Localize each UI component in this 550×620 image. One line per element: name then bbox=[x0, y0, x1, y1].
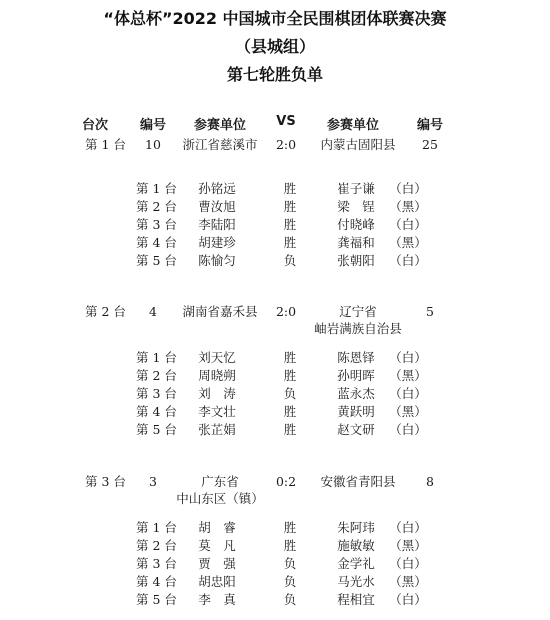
player2-name: 黄跃明 bbox=[337, 404, 375, 419]
board-number: 第 5 台 bbox=[136, 253, 177, 268]
team1-name: 中山东区（镇） bbox=[176, 491, 264, 506]
game-result: 负 bbox=[283, 253, 297, 268]
game-result: 胜 bbox=[283, 181, 297, 196]
team2-name: 岫岩满族自治县 bbox=[314, 321, 402, 336]
player2-name: 张朝阳 bbox=[337, 253, 375, 268]
board-number: 第 5 台 bbox=[136, 422, 177, 437]
game-result: 胜 bbox=[283, 350, 297, 365]
stone-color: （黑） bbox=[389, 199, 427, 214]
player1-name: 曹汝旭 bbox=[198, 199, 236, 214]
player2-name: 朱阿玮 bbox=[337, 520, 375, 535]
board-number: 第 2 台 bbox=[136, 199, 177, 214]
stone-color: （白） bbox=[389, 592, 427, 607]
player1-name: 张芷娟 bbox=[198, 422, 236, 437]
player1-name: 贾 强 bbox=[198, 556, 236, 571]
player1-name: 刘天忆 bbox=[198, 350, 236, 365]
team1-number: 3 bbox=[149, 474, 157, 489]
player2-name: 龚福和 bbox=[337, 235, 375, 250]
stone-color: （白） bbox=[389, 520, 427, 535]
game-result: 负 bbox=[283, 574, 297, 589]
board-number: 第 2 台 bbox=[136, 538, 177, 553]
stone-color: （白） bbox=[389, 386, 427, 401]
team1-name: 湖南省嘉禾县 bbox=[182, 304, 258, 319]
game-result: 胜 bbox=[283, 217, 297, 232]
match-table: 第 2 台 bbox=[85, 304, 126, 319]
stone-color: （黑） bbox=[389, 404, 427, 419]
stone-color: （白） bbox=[389, 556, 427, 571]
stone-color: （白） bbox=[389, 217, 427, 232]
player2-name: 陈恩铎 bbox=[337, 350, 375, 365]
game-result: 胜 bbox=[283, 199, 297, 214]
player1-name: 李陆阳 bbox=[198, 217, 236, 232]
team2-number: 8 bbox=[426, 474, 434, 489]
game-result: 胜 bbox=[283, 520, 297, 535]
round-title: 第七轮胜负单 bbox=[226, 65, 323, 84]
player2-name: 付晓峰 bbox=[337, 217, 375, 232]
header-team1: 参赛单位 bbox=[193, 118, 247, 133]
document-subtitle: （县城组） bbox=[234, 37, 315, 56]
board-number: 第 3 台 bbox=[136, 386, 177, 401]
board-number: 第 3 台 bbox=[136, 556, 177, 571]
player2-name: 崔子谦 bbox=[337, 181, 375, 196]
player2-name: 赵文研 bbox=[337, 422, 375, 437]
team1-number: 4 bbox=[149, 304, 157, 319]
player2-name: 蓝永杰 bbox=[337, 386, 375, 401]
match-table: 第 3 台 bbox=[85, 474, 126, 489]
stone-color: （黑） bbox=[389, 538, 427, 553]
stone-color: （黑） bbox=[389, 235, 427, 250]
team1-name: 浙江省慈溪市 bbox=[182, 137, 258, 152]
game-result: 胜 bbox=[283, 538, 297, 553]
stone-color: （黑） bbox=[389, 574, 427, 589]
player1-name: 刘 涛 bbox=[198, 386, 236, 401]
game-result: 胜 bbox=[283, 422, 297, 437]
player1-name: 胡忠阳 bbox=[198, 574, 236, 589]
game-result: 负 bbox=[283, 386, 297, 401]
player1-name: 周晓朔 bbox=[198, 368, 236, 383]
match-score: 2:0 bbox=[275, 137, 297, 152]
header-num1: 编号 bbox=[139, 118, 167, 133]
board-number: 第 2 台 bbox=[136, 368, 177, 383]
match-table: 第 1 台 bbox=[85, 137, 126, 152]
game-result: 胜 bbox=[283, 404, 297, 419]
team2-name: 内蒙古固阳县 bbox=[320, 137, 396, 152]
player1-name: 陈愉匀 bbox=[198, 253, 236, 268]
player1-name: 胡 睿 bbox=[198, 520, 236, 535]
board-number: 第 5 台 bbox=[136, 592, 177, 607]
player1-name: 莫 凡 bbox=[198, 538, 236, 553]
stone-color: （白） bbox=[389, 422, 427, 437]
team1-number: 10 bbox=[145, 137, 161, 152]
board-number: 第 1 台 bbox=[136, 350, 177, 365]
board-number: 第 3 台 bbox=[136, 217, 177, 232]
match-score: 2:0 bbox=[275, 304, 297, 319]
header-team2: 参赛单位 bbox=[326, 118, 380, 133]
player2-name: 施敏敏 bbox=[337, 538, 375, 553]
team2-name: 安徽省青阳县 bbox=[320, 474, 396, 489]
player2-name: 金学礼 bbox=[337, 556, 375, 571]
stone-color: （白） bbox=[389, 350, 427, 365]
player2-name: 程相宜 bbox=[337, 592, 375, 607]
stone-color: （黑） bbox=[389, 368, 427, 383]
match-score: 0:2 bbox=[275, 474, 297, 489]
board-number: 第 1 台 bbox=[136, 520, 177, 535]
team2-number: 5 bbox=[426, 304, 434, 319]
game-result: 胜 bbox=[283, 235, 297, 250]
team2-name: 辽宁省 bbox=[339, 304, 377, 319]
board-number: 第 4 台 bbox=[136, 235, 177, 250]
game-result: 负 bbox=[283, 556, 297, 571]
team1-name: 广东省 bbox=[201, 474, 239, 489]
document-title: “体总杯”2022 中国城市全民围棋团体联赛决赛 bbox=[103, 9, 447, 28]
header-table: 台次 bbox=[81, 118, 109, 133]
board-number: 第 4 台 bbox=[136, 574, 177, 589]
player2-name: 孙明晖 bbox=[337, 368, 375, 383]
game-result: 负 bbox=[283, 592, 297, 607]
header-num2: 编号 bbox=[416, 118, 444, 133]
team2-number: 25 bbox=[422, 137, 438, 152]
player1-name: 胡建珍 bbox=[198, 235, 236, 250]
player1-name: 孙铭远 bbox=[198, 181, 236, 196]
player2-name: 马光水 bbox=[337, 574, 375, 589]
player1-name: 李 真 bbox=[198, 592, 236, 607]
player2-name: 梁 锃 bbox=[337, 199, 375, 214]
game-result: 胜 bbox=[283, 368, 297, 383]
player1-name: 李文壮 bbox=[198, 404, 236, 419]
stone-color: （白） bbox=[389, 253, 427, 268]
board-number: 第 4 台 bbox=[136, 404, 177, 419]
header-vs: VS bbox=[276, 114, 296, 129]
stone-color: （白） bbox=[389, 181, 427, 196]
board-number: 第 1 台 bbox=[136, 181, 177, 196]
